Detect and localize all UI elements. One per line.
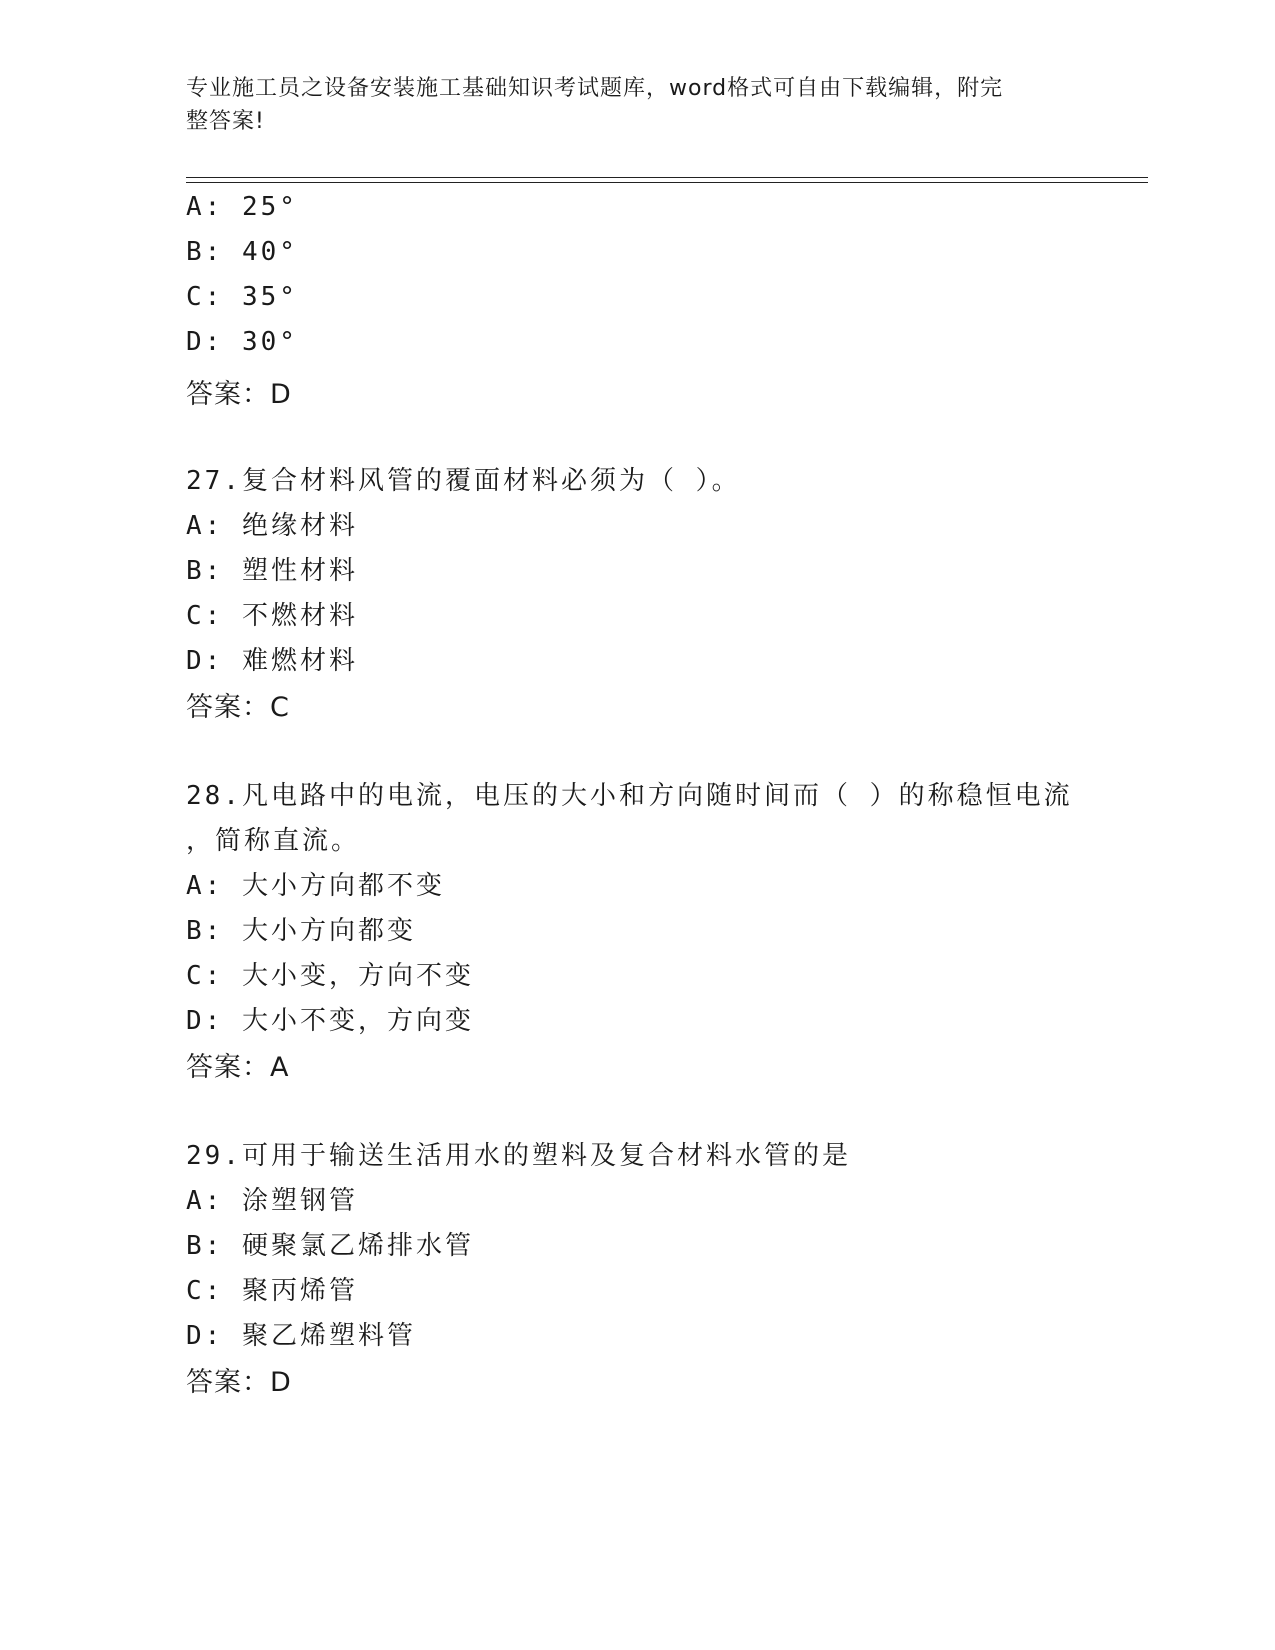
q27-option-a: A: 绝缘材料 <box>186 511 358 541</box>
q26-option-b: B: 40° <box>186 237 298 267</box>
q29-answer: 答案：D <box>186 1367 292 1398</box>
q28-option-b: B: 大小方向都变 <box>186 916 416 946</box>
header-line-2: 整答案! <box>186 109 265 134</box>
q27-option-c: C: 不燃材料 <box>186 601 358 631</box>
header-divider-top <box>186 177 1148 178</box>
q28-option-a: A: 大小方向都不变 <box>186 871 445 901</box>
q28-stem-line-2: ，简称直流。 <box>186 826 361 856</box>
q29-option-a: A: 涂塑钢管 <box>186 1186 358 1216</box>
q29-option-c: C: 聚丙烯管 <box>186 1276 358 1306</box>
q28-stem-line-1: 28.凡电路中的电流，电压的大小和方向随时间而（ ）的称稳恒电流 <box>186 781 1073 811</box>
document-header <box>186 72 1066 138</box>
q26-answer: 答案：D <box>186 379 292 410</box>
q27-option-b: B: 塑性材料 <box>186 556 358 586</box>
q27-answer: 答案：C <box>186 692 290 723</box>
q28-option-c: C: 大小变，方向不变 <box>186 961 474 991</box>
q29-stem: 29.可用于输送生活用水的塑料及复合材料水管的是 <box>186 1141 851 1171</box>
q28-answer: 答案：A <box>186 1052 290 1083</box>
q28-option-d: D: 大小不变，方向变 <box>186 1006 474 1036</box>
q29-option-b: B: 硬聚氯乙烯排水管 <box>186 1231 474 1261</box>
q26-option-d: D: 30° <box>186 327 298 357</box>
q26-option-a: A: 25° <box>186 192 298 222</box>
q27-option-d: D: 难燃材料 <box>186 646 358 676</box>
q26-option-c: C: 35° <box>186 282 298 312</box>
header-line-1: 专业施工员之设备安装施工基础知识考试题库，word格式可自由下载编辑，附完 <box>186 76 1004 101</box>
q29-option-d: D: 聚乙烯塑料管 <box>186 1321 416 1351</box>
q27-stem: 27.复合材料风管的覆面材料必须为（ ）。 <box>186 466 741 496</box>
header-divider-bottom <box>186 182 1148 183</box>
